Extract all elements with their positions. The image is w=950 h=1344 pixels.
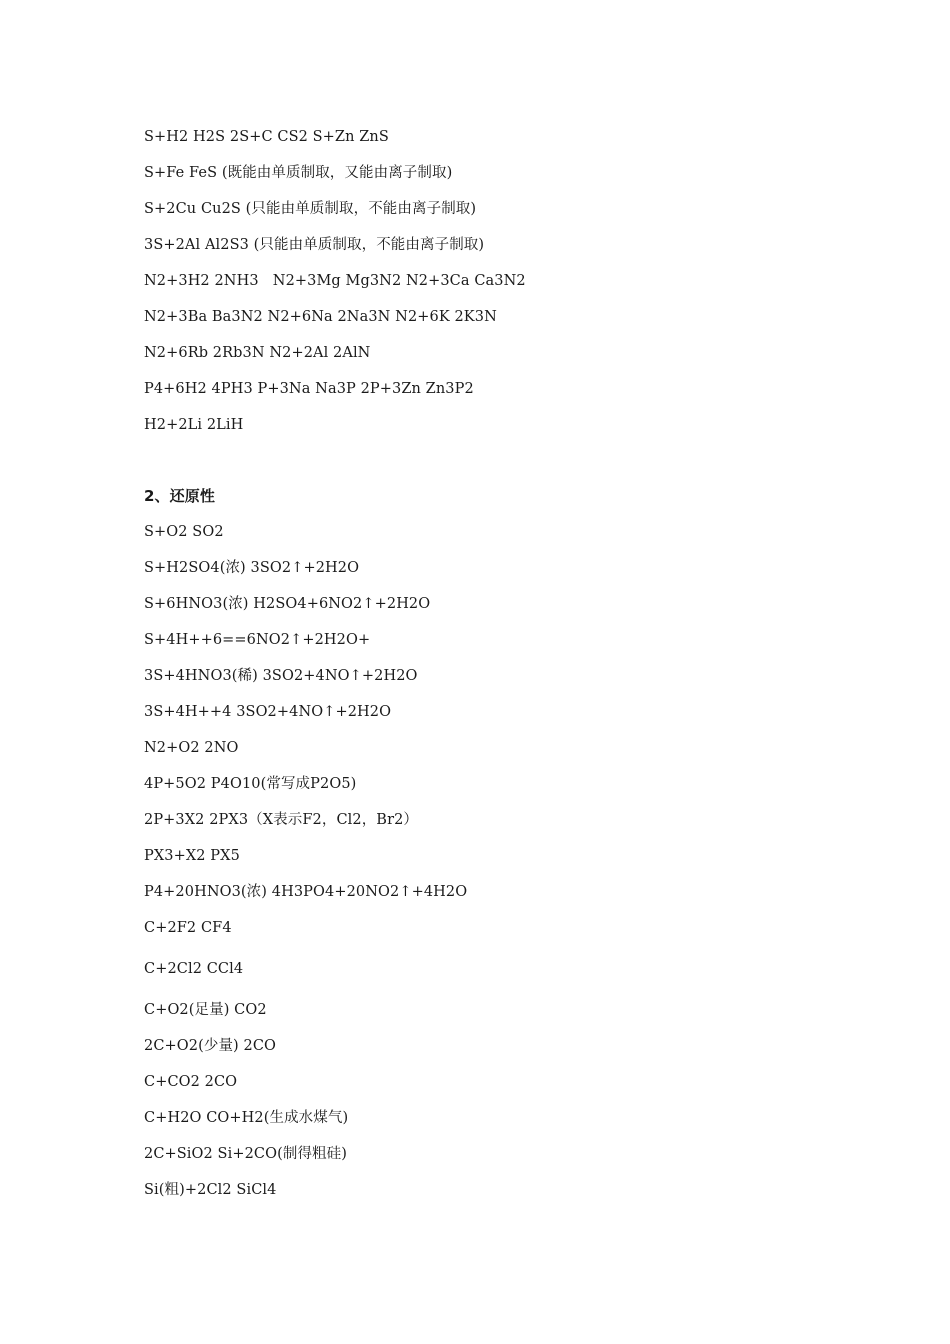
equation-line: S+4H++6==6NO2↑+2H2O+ xyxy=(144,632,371,648)
equation-line: 4P+5O2 P4O10(常写成P2O5) xyxy=(144,776,357,792)
equation-line: Si(粗)+2Cl2 SiCl4 xyxy=(144,1182,277,1198)
equation-line: S+H2 H2S 2S+C CS2 S+Zn ZnS xyxy=(144,129,389,145)
equation-line: S+2Cu Cu2S (只能由单质制取，不能由离子制取) xyxy=(144,201,477,217)
equation-line: S+6HNO3(浓) H2SO4+6NO2↑+2H2O xyxy=(144,596,431,612)
equation-line: 2C+O2(少量) 2CO xyxy=(144,1038,277,1054)
equation-line: N2+O2 2NO xyxy=(144,740,239,756)
equation-line: C+2F2 CF4 xyxy=(144,920,232,936)
equation-line: PX3+X2 PX5 xyxy=(144,848,240,864)
equation-line: C+2Cl2 CCl4 xyxy=(144,961,244,977)
equation-line: S+O2 SO2 xyxy=(144,524,224,540)
equation-line: H2+2Li 2LiH xyxy=(144,417,244,433)
equation-line: N2+3Ba Ba3N2 N2+6Na 2Na3N N2+6K 2K3N xyxy=(144,309,497,325)
equation-line: 2C+SiO2 Si+2CO(制得粗硅) xyxy=(144,1146,348,1162)
equation-line: P4+6H2 4PH3 P+3Na Na3P 2P+3Zn Zn3P2 xyxy=(144,381,474,397)
equation-line: C+O2(足量) CO2 xyxy=(144,1002,267,1018)
equation-line: 2P+3X2 2PX3（X表示F2，Cl2，Br2） xyxy=(144,812,419,828)
section-heading: 2、还原性 xyxy=(144,487,215,505)
equation-line: P4+20HNO3(浓) 4H3PO4+20NO2↑+4H2O xyxy=(144,884,468,900)
equation-line: S+H2SO4(浓) 3SO2↑+2H2O xyxy=(144,560,360,576)
equation-line: C+H2O CO+H2(生成水煤气) xyxy=(144,1110,349,1126)
equation-line: 3S+2Al Al2S3 (只能由单质制取，不能由离子制取) xyxy=(144,237,485,253)
equation-line: 3S+4H++4 3SO2+4NO↑+2H2O xyxy=(144,704,392,720)
equation-line: N2+6Rb 2Rb3N N2+2Al 2AlN xyxy=(144,345,371,361)
equation-line: C+CO2 2CO xyxy=(144,1074,238,1090)
equation-line: S+Fe FeS (既能由单质制取，又能由离子制取) xyxy=(144,165,453,181)
equation-line: N2+3H2 2NH3 N2+3Mg Mg3N2 N2+3Ca Ca3N2 xyxy=(144,273,526,289)
equation-line: 3S+4HNO3(稀) 3SO2+4NO↑+2H2O xyxy=(144,668,418,684)
